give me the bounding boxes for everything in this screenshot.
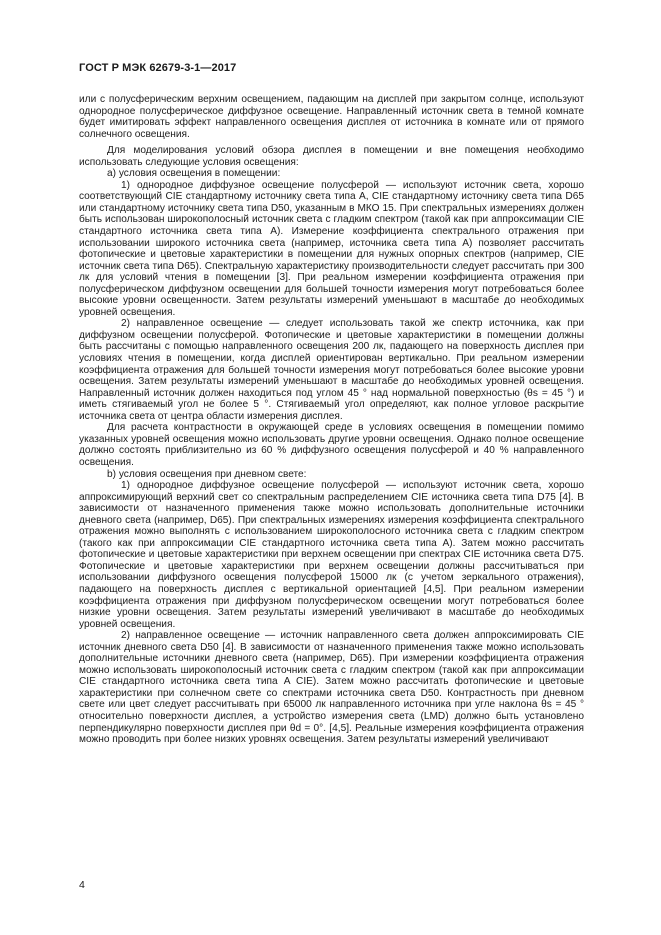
page-number: 4 [79, 879, 85, 891]
list-item-b2: 2) направленное освещение — источник направленного света должен аппроксимировать CIE источник дневного света D50 [4]. В зависимости от назначенного применения также можно использовать дополнительные источники дневного света (например, D65). При измерении коэффициента отражения можно использовать широкополосный источник света с гладким спектром (такой как при аппроксимации CIE стандартного источника света типа A CIE). Затем можно рассчитать фотопические и цветовые характеристики при солнечном свете со спектрами источника света D50. Контрастность при дневном свете или цвет следует рассчитывать при 65000 лк направленного источника при угле наклона θs = 45 ° относительно поверхности дисплея, а устройство измерения света (LMD) должно быть установлено перпендикулярно поверхности дисплея при θd = 0°. [4,5]. Реальные измерения коэффициента отражения можно проводить при более низких уровнях освещения. Затем результаты измерений увеличивают [79, 630, 584, 746]
list-item-b1: 1) однородное диффузное освещение полусферой — используют источник света, хорошо аппроксимирующий верхний свет со спектральным распределением CIE источника света типа D75 [4]. В зависимости от назначенного применения также можно использовать дополнительные источники дневного света (например, D65). При спектральных измерениях измерения коэффициента спектрального отражения можно выполнять с использованием широкополосного источника света с гладким спектром (такого как при аппроксимации CIE стандартного источника света типа A). Затем можно рассчитать фотопические и цветовые характеристики при верхнем освещении при спектрах CIE источника света D75. Фотопические и цветовые характеристики при верхнем освещении должны рассчитываться при использовании диффузного освещения полусферой 15000 лк (с учетом зеркального отражения), падающего на поверхность дисплея с вертикальной ориентацией [4,5]. При реальном измерении коэффициента отражения при диффузном полусферическом освещении могут потребоваться более низкие уровни освещения. Затем результаты измерений увеличивают в масштабе до необходимых уровней освещения. [79, 480, 584, 630]
list-item-b: b) условия освещения при дневном свете: [107, 468, 307, 480]
list-item-a: a) условия освещения в помещении: [107, 168, 281, 180]
body-text [79, 94, 584, 746]
document-header: ГОСТ Р МЭК 62679-3-1—2017 [79, 62, 237, 74]
paragraph-contrast: Для расчета контрастности в окружающей среде в условиях освещения в помещении помимо указанных уровней освещения можно использовать другие уровни освещения. Однако полное освещение должно состоять приблизительно из 60 % диффузного освещения полусферой и 40 % направленного освещения. [79, 422, 584, 468]
list-item-a1: 1) однородное диффузное освещение полусферой — используют источник света, хорошо соответствующий CIE стандартному источнику света типа A, CIE стандартному источнику света типа D65 или стандартному источнику света типа D50, указанным в МКО 15. При спектральных измерениях должен быть использован широкополосный источник света с гладким спектром (такой как при аппроксимации CIE стандартного источника света типа A). Измерение коэффициента спектрального отражения при использовании широкого источника света (например, источника света типа A) позволяет рассчитать фотопические и цветовые характеристики в помещении для нужных опорных спектров (например, CIE источник света типа D65). Спектральную характеристику производительности следует рассчитать при 300 лк для условий чтения в помещении [3]. При реальном измерении коэффициента отражения при полусферическом диффузном освещении для большей точности измерения могут потребоваться более высокие уровни освещенности. Затем результаты измерений уменьшают в масштабе до необходимых уровней освещения. [79, 179, 584, 318]
paragraph-continuation: или с полусферическим верхним освещением, падающим на дисплей при закрытом солнце, используют однородное полусферическое диффузное освещение. Направленный источник света в темной комнате будет имитировать эффект направленного освещения дисплея от источника в комнате или от прямого солнечного освещения. [79, 94, 584, 140]
paragraph-intro: Для моделирования условий обзора дисплея в помещении и вне помещения необходимо использовать следующие условия освещения: [79, 145, 584, 168]
list-item-a2: 2) направленное освещение — следует использовать такой же спектр источника, как при диффузном освещении полусферой. Фотопические и цветовые характеристики в помещении должны быть рассчитаны с помощью направленного освещения 200 лк, падающего на поверхность дисплея при условиях чтения в помещении, когда дисплей ориентирован вертикально. При реальном измерении коэффициента отражения для большей точности измерения могут потребоваться более высокие уровни освещения. Затем результаты измерений уменьшают в масштабе до необходимых уровней освещения. Направленный источник должен находиться под углом 45 ° над нормальной поверхностью (θs = 45 °) и иметь стягиваемый угол не более 5 °. Стягиваемый угол определяют, как полное угловое раскрытие источника света от центра области измерения дисплея. [79, 318, 584, 422]
